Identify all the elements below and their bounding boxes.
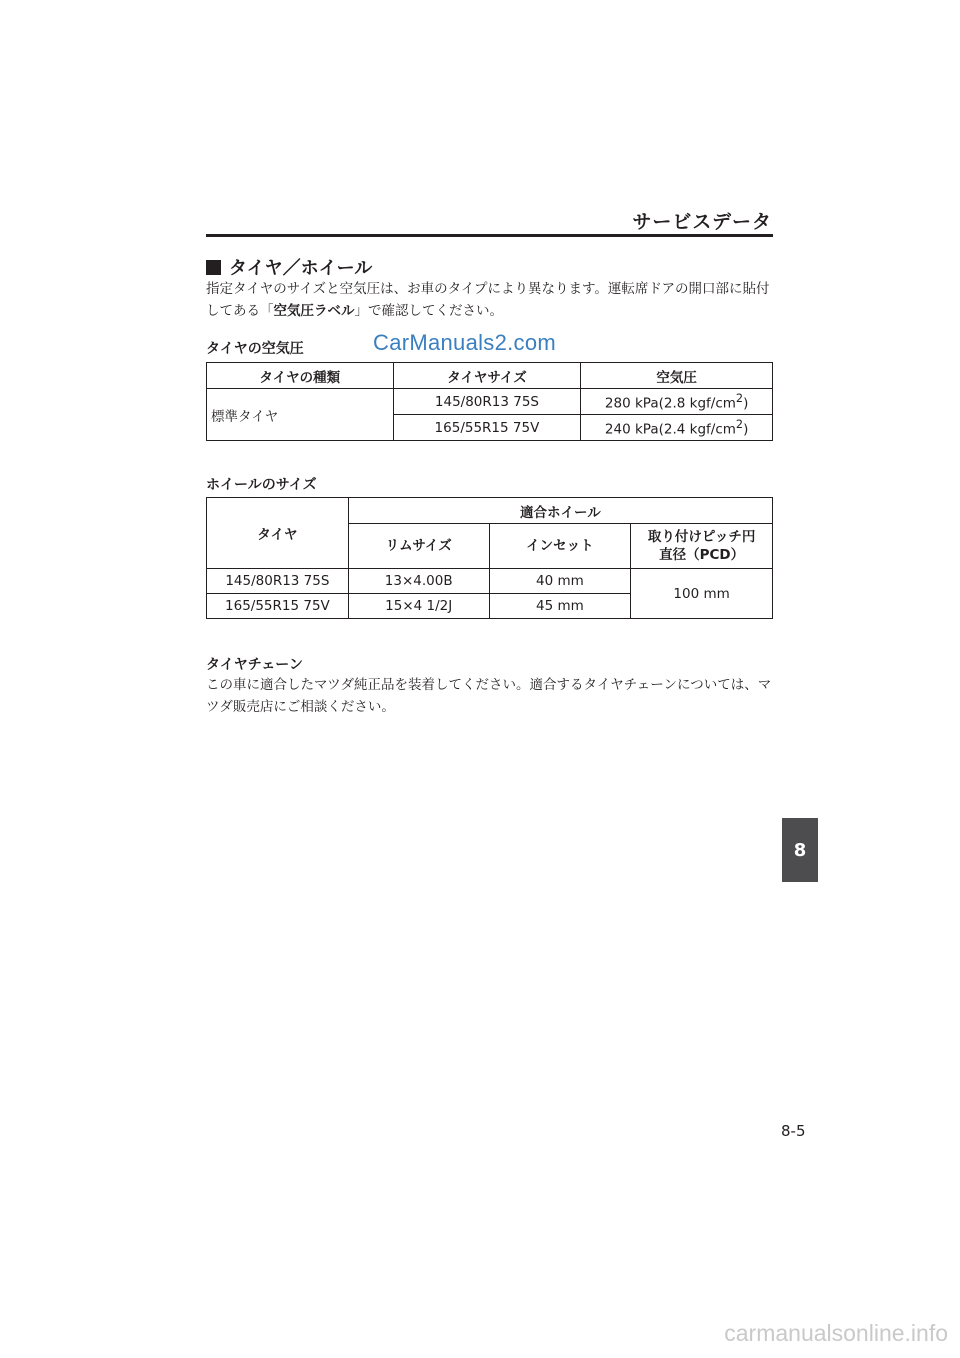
footer-watermark: carmanualsonline.info <box>724 1320 948 1346</box>
pressure-unit-exponent: 2 <box>735 391 744 405</box>
table-header-row <box>207 363 773 389</box>
tire-size-cell: 165/55R15 75V <box>207 594 349 619</box>
tire-size-cell: 145/80R13 75S <box>207 569 349 594</box>
chains-paragraph: この車に適合したマツダ純正品を装着してください。適合するタイヤチェーンについては、マツダ販売店にご相談ください。 <box>206 677 772 715</box>
column-header <box>631 524 773 569</box>
pcd-header-line1: 取り付けピッチ円 <box>647 529 756 545</box>
pressure-close-paren: ) <box>743 395 749 412</box>
pcd-cell: 100 mm <box>631 569 773 619</box>
intro-text-before: 指定タイヤのサイズと空気圧は、お車のタイプにより異なります。運転席ドアの開口部に貼付してある「 <box>206 281 770 319</box>
column-header: タイヤ <box>207 498 349 569</box>
column-header: 適合ホイール <box>348 498 772 524</box>
intro-paragraph <box>206 278 776 322</box>
inset-cell: 45 mm <box>489 594 631 619</box>
square-bullet-icon <box>206 260 221 275</box>
column-header: タイヤの種類 <box>207 363 394 389</box>
watermark-logo: CarManuals2.com <box>373 330 557 355</box>
section-heading <box>206 254 372 280</box>
section-heading-text: タイヤ／ホイール <box>229 258 373 279</box>
tire-size-cell: 165/55R15 75V <box>393 415 581 441</box>
tire-size-cell: 145/80R13 75S <box>393 389 581 415</box>
pressure-cell <box>581 415 773 441</box>
rim-size-cell: 15×4 1/2J <box>348 594 489 619</box>
page-number: 8-5 <box>781 1122 806 1140</box>
header-rule <box>206 234 773 237</box>
table-header-row <box>207 498 773 524</box>
column-header: リムサイズ <box>348 524 489 569</box>
pressure-value: 280 kPa(2.8 kgf/cm <box>604 395 736 412</box>
wheel-size-table <box>206 497 773 619</box>
tire-type-cell: 標準タイヤ <box>207 389 394 441</box>
chapter-tab: 8 <box>782 818 818 882</box>
pcd-header-line2: 直径（PCD） <box>659 547 745 563</box>
page-section-title: サービスデータ <box>632 211 772 233</box>
table-row <box>207 569 773 594</box>
intro-text-bold: 空気圧ラベル <box>273 303 355 319</box>
pressure-heading: タイヤの空気圧 <box>206 341 304 357</box>
rim-size-cell: 13×4.00B <box>348 569 489 594</box>
column-header: インセット <box>489 524 631 569</box>
pressure-close-paren: ) <box>743 421 749 438</box>
inset-cell: 40 mm <box>489 569 631 594</box>
chains-heading: タイヤチェーン <box>206 657 304 673</box>
table-row <box>207 389 773 415</box>
tire-pressure-table <box>206 362 773 441</box>
pressure-value: 240 kPa(2.4 kgf/cm <box>604 421 736 438</box>
column-header: タイヤサイズ <box>393 363 581 389</box>
wheel-heading: ホイールのサイズ <box>206 477 317 493</box>
intro-text-after: 」で確認してください。 <box>354 303 503 319</box>
pressure-unit-exponent: 2 <box>735 417 744 431</box>
pressure-cell <box>581 389 773 415</box>
column-header: 空気圧 <box>581 363 773 389</box>
